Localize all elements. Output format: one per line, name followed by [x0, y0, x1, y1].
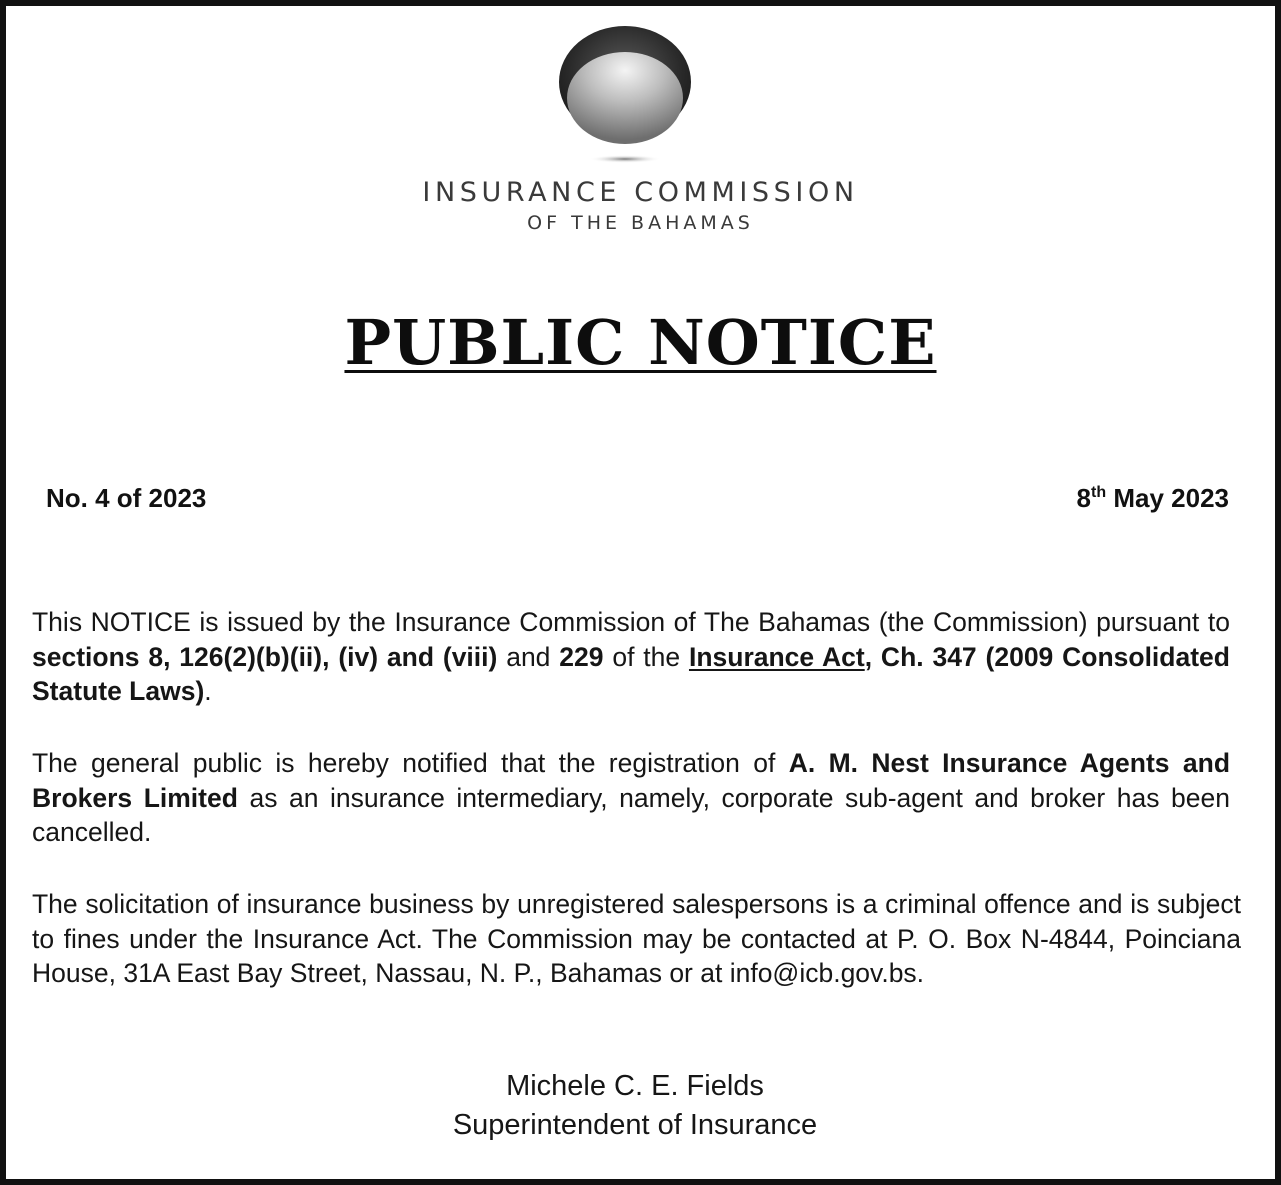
- p1-section-229: 229: [559, 641, 604, 672]
- notice-number: No. 4 of 2023: [46, 483, 207, 513]
- p2-company-name: A. M. Nest Insurance Agents and Brokers Limited: [32, 748, 1231, 813]
- org-name-line1: INSURANCE COMMISSION: [422, 177, 859, 208]
- date-suffix: th: [1091, 484, 1107, 501]
- signatory-name: Michele C. E. Fields: [506, 1070, 764, 1102]
- title-text: PUBLIC NOTICE: [344, 306, 937, 379]
- notice-date: [1077, 483, 1229, 514]
- p1-sections: sections 8, 126(2)(b)(ii), (iv) and (viii): [32, 641, 498, 672]
- signatory-title: Superintendent of Insurance: [452, 1109, 818, 1141]
- p1-chapter: , Ch. 347 (2009 Consolidated Statute Laws): [32, 641, 1230, 706]
- p1-text-1: This NOTICE is issued by the Insurance Commission of The Bahamas (the Commission) pursuant to: [32, 607, 1230, 637]
- date-month-year: May 2023: [1106, 483, 1229, 513]
- p1-act-name: Insurance Act: [688, 641, 865, 672]
- paragraph-contact: The solicitation of insurance business by unregistered salespersons is a criminal offence and is subject to fines under the Insurance Act. The Commission may be contacted at P. O. Box N-4844, Poinciana House, 31A East Bay Street, Nassau, N. P., Bahamas or at info@icb.gov.bs.: [32, 889, 1241, 988]
- date-day: 8: [1076, 483, 1092, 513]
- page-title: [0, 306, 1281, 379]
- p2-text-1: The general public is hereby notified that the registration of: [32, 748, 789, 778]
- paragraph-statutory-basis: [32, 605, 1230, 709]
- org-name-line2: OF THE BAHAMAS: [527, 212, 754, 234]
- p2-text-2: as an insurance intermediary, namely, corporate sub-agent and broker has been cancelled.: [32, 782, 1230, 847]
- p1-text-3: of the: [603, 641, 689, 672]
- p1-text-2: and: [497, 641, 560, 672]
- paragraph-cancellation: [32, 746, 1230, 850]
- p1-text-4: .: [204, 676, 212, 706]
- commission-logo: [556, 26, 694, 166]
